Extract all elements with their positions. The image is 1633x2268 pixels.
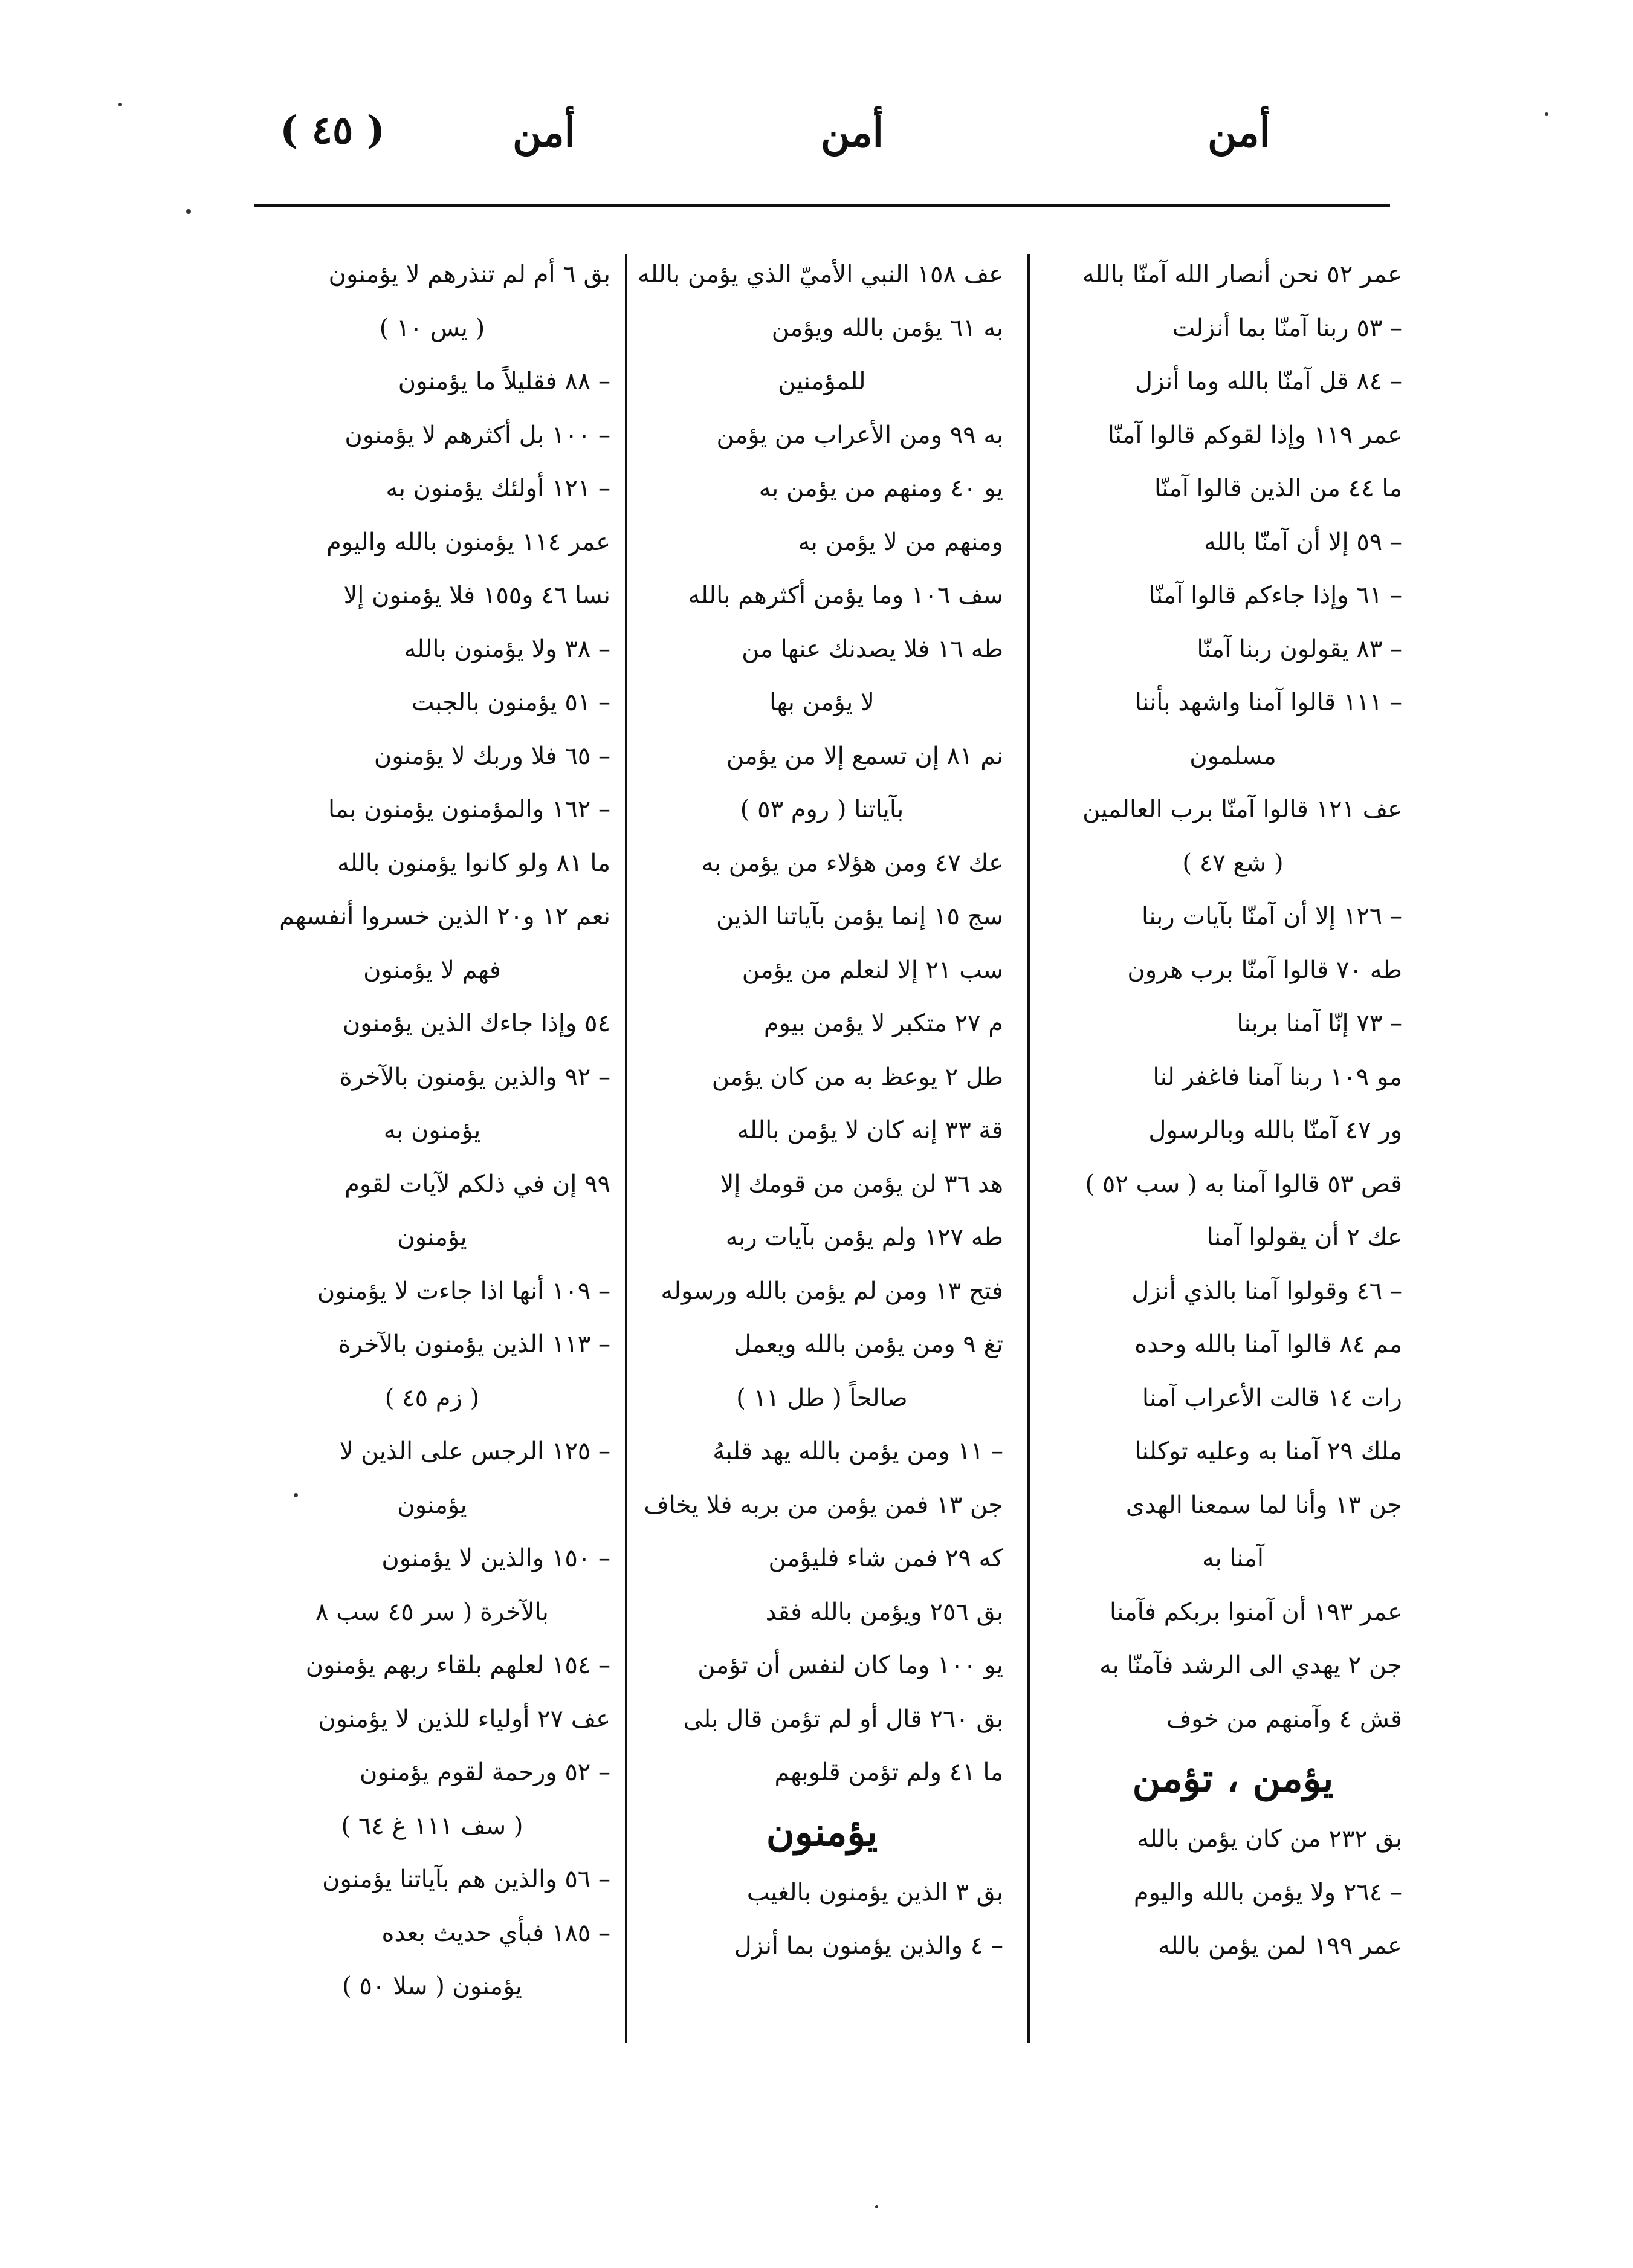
entry-line: – ١٦٢ والمؤمنون يؤمنون بما — [328, 795, 610, 823]
entry-line: عف ٢٧ أولياء للذين لا يؤمنون — [318, 1705, 610, 1733]
entry-line: – ١٥٤ لعلهم بلقاء ربهم يؤمنون — [305, 1651, 610, 1679]
entry-line: بق ٢٦٠ قال أو لم تؤمن قال بلى — [683, 1705, 1003, 1733]
entry-line: لا يؤمن بها — [769, 688, 875, 716]
entry-line: فهم لا يؤمنون — [363, 956, 501, 984]
entry-line: طل ٢ يوعظ به من كان يؤمن — [711, 1063, 1003, 1091]
entry-line: – ٢٦٤ ولا يؤمن بالله واليوم — [1133, 1878, 1402, 1907]
entry-line: – ١٢٦ إلا أن آمنّا بآيات ربنا — [1142, 902, 1402, 930]
entry-line: نسا ٤٦ و١٥٥ فلا يؤمنون إلا — [343, 582, 610, 609]
entry-line: ( يس ١٠ ) — [379, 314, 485, 342]
subheading: يؤمن ، تؤمن — [1132, 1756, 1334, 1801]
entry-line: مسلمون — [1189, 742, 1276, 770]
entry-line: عك ٢ أن يقولوا آمنا — [1206, 1223, 1402, 1251]
entry-line: يؤمنون — [397, 1491, 467, 1519]
entry-line: – ٤٦ وقولوا آمنا بالذي أنزل — [1131, 1277, 1402, 1305]
entry-line: فتح ١٣ ومن لم يؤمن بالله ورسوله — [661, 1277, 1003, 1305]
entry-line: يؤمنون ( سلا ٥٠ ) — [342, 1972, 522, 2000]
entry-line: – ١٨٥ فبأي حديث بعده — [381, 1919, 610, 1947]
entry-line: ما ٨١ ولو كانوا يؤمنون بالله — [337, 849, 610, 877]
entry-line: عمر ١١٩ وإذا لقوكم قالوا آمنّا — [1107, 421, 1402, 449]
entry-line: طه ١٦ فلا يصدنك عنها من — [742, 635, 1003, 663]
entry-line: عمر ١٩٩ لمن يؤمن بالله — [1157, 1932, 1402, 1960]
entry-line: صالحاً ( طل ١١ ) — [736, 1384, 908, 1412]
entry-line: كه ٢٩ فمن شاء فليؤمن — [768, 1544, 1003, 1572]
entry-line: – ٥٢ ورحمة لقوم يؤمنون — [360, 1758, 610, 1786]
entry-line: يو ٤٠ ومنهم من يؤمن به — [758, 475, 1003, 502]
entry-line: قص ٥٣ قالوا آمنا به ( سب ٥٢ ) — [1085, 1170, 1402, 1198]
entry-line: – ١١١ قالوا آمنا واشهد بأننا — [1134, 688, 1402, 716]
entry-line: هد ٣٦ لن يؤمن من قومك إلا — [720, 1170, 1003, 1198]
entry-line: – ١٢٥ الرجس على الذين لا — [339, 1437, 610, 1465]
entry-line: بق ٢٣٢ من كان يؤمن بالله — [1137, 1825, 1402, 1853]
entry-line: – ٦٥ فلا وربك لا يؤمنون — [373, 742, 610, 770]
entry-line: عمر ٥٢ نحن أنصار الله آمنّا بالله — [1082, 261, 1402, 288]
entry-line: – ٨٨ فقليلاً ما يؤمنون — [398, 368, 610, 395]
entry-line: – ٥٩ إلا أن آمنّا بالله — [1204, 528, 1402, 556]
entry-line: – ١٠٩ أنها اذا جاءت لا يؤمنون — [317, 1277, 610, 1305]
entry-line: ما ٤١ ولم تؤمن قلوبهم — [774, 1758, 1003, 1786]
entry-line: تغ ٩ ومن يؤمن بالله ويعمل — [734, 1330, 1003, 1358]
header-word-center: أمن — [821, 109, 884, 156]
entry-line: قش ٤ وآمنهم من خوف — [1166, 1705, 1402, 1733]
entry-line: – ٦١ وإذا جاءكم قالوا آمنّا — [1148, 582, 1402, 609]
entry-line: يو ١٠٠ وما كان لنفس أن تؤمن — [697, 1651, 1003, 1679]
entry-line: – ٥١ يؤمنون بالجبت — [411, 688, 610, 716]
entry-line: ٩٩ إن في ذلكم لآيات لقوم — [344, 1170, 610, 1198]
entry-line: بق ٣ الذين يؤمنون بالغيب — [746, 1878, 1003, 1907]
entry-line: نم ٨١ إن تسمع إلا من يؤمن — [726, 742, 1003, 770]
entry-line: سب ٢١ إلا لنعلم من يؤمن — [742, 956, 1003, 984]
entry-line: سج ١٥ إنما يؤمن بآياتنا الذين — [716, 902, 1003, 930]
entry-line: عك ٤٧ ومن هؤلاء من يؤمن به — [701, 849, 1003, 877]
entry-line: عمر ١١٤ يؤمنون بالله واليوم — [326, 528, 610, 556]
entry-line: عمر ١٩٣ أن آمنوا بربكم فآمنا — [1109, 1598, 1402, 1626]
column-middle — [638, 248, 1003, 1973]
entry-line: نعم ١٢ و٢٠ الذين خسروا أنفسهم — [279, 902, 610, 930]
entry-line: – ٤ والذين يؤمنون بما أنزل — [734, 1932, 1003, 1960]
entry-line: م ٢٧ متكبر لا يؤمن بيوم — [763, 1009, 1003, 1037]
entry-line: – ١١ ومن يؤمن بالله يهد قلبهُ — [713, 1437, 1003, 1465]
entry-line: ( سف ١١١ غ ٦٤ ) — [341, 1812, 523, 1840]
entry-line: ور ٤٧ آمنّا بالله وبالرسول — [1148, 1116, 1402, 1144]
entry-line: مم ٨٤ قالوا آمنا بالله وحده — [1134, 1330, 1402, 1358]
column-divider-right — [1027, 254, 1030, 2043]
entry-line: بآياتنا ( روم ٥٣ ) — [740, 795, 904, 823]
subheading: يؤمنون — [766, 1809, 878, 1855]
entry-line: – ١٢١ أولئك يؤمنون به — [386, 475, 610, 502]
header-word-right: أمن — [1208, 109, 1270, 156]
entry-line: بالآخرة ( سر ٤٥ سب ٨ — [315, 1598, 549, 1626]
column-right — [1064, 248, 1402, 1973]
entry-line: – ٩٢ والذين يؤمنون بالآخرة — [339, 1063, 610, 1091]
entry-line: جن ١٣ فمن يؤمن من بربه فلا يخاف — [644, 1491, 1003, 1519]
entry-line: – ١١٣ الذين يؤمنون بالآخرة — [338, 1330, 610, 1358]
entry-line: – ٧٣ إنّا آمنا بربنا — [1237, 1009, 1402, 1037]
column-left — [254, 248, 610, 2014]
entry-line: عف ١٢١ قالوا آمنّا برب العالمين — [1082, 795, 1402, 823]
entry-line: يؤمنون به — [383, 1116, 481, 1144]
header-word-left: أمن — [513, 109, 575, 156]
entry-line: للمؤمنين — [778, 368, 866, 395]
column-divider-left — [625, 254, 627, 2043]
entry-line: آمنا به — [1201, 1544, 1264, 1572]
entry-line: ( زم ٤٥ ) — [384, 1384, 480, 1412]
entry-line: به ٩٩ ومن الأعراب من يؤمن — [716, 421, 1003, 449]
entry-line: طه ٧٠ قالوا آمنّا برب هرون — [1127, 956, 1402, 984]
entry-line: ٥٤ وإذا جاءك الذين يؤمنون — [342, 1009, 610, 1037]
entry-line: – ٨٤ قل آمنّا بالله وما أنزل — [1135, 368, 1402, 395]
entry-line: ومنهم من لا يؤمن به — [798, 528, 1003, 556]
entry-line: طه ١٢٧ ولم يؤمن بآيات ربه — [725, 1223, 1003, 1251]
entry-line: به ٦١ يؤمن بالله ويؤمن — [771, 314, 1003, 342]
entry-line: – ٥٣ ربنا آمنّا بما أنزلت — [1172, 314, 1402, 342]
entry-line: – ١٠٠ بل أكثرهم لا يؤمنون — [344, 421, 610, 449]
entry-line: – ٨٣ يقولون ربنا آمنّا — [1197, 635, 1402, 663]
entry-line: جن ١٣ وأنا لما سمعنا الهدى — [1125, 1491, 1402, 1519]
entry-line: قة ٣٣ إنه كان لا يؤمن بالله — [737, 1116, 1003, 1144]
entry-line: مو ١٠٩ ربنا آمنا فاغفر لنا — [1153, 1063, 1402, 1091]
entry-line: ما ٤٤ من الذين قالوا آمنّا — [1154, 475, 1402, 502]
entry-line: – ٥٦ والذين هم بآياتنا يؤمنون — [322, 1865, 610, 1893]
entry-line: سف ١٠٦ وما يؤمن أكثرهم بالله — [688, 582, 1003, 609]
entry-line: ملك ٢٩ آمنا به وعليه توكلنا — [1134, 1437, 1402, 1465]
entry-line: رات ١٤ قالت الأعراب آمنا — [1142, 1384, 1402, 1412]
entry-line: – ٣٨ ولا يؤمنون بالله — [404, 635, 610, 663]
entry-line: بق ٦ أم لم تنذرهم لا يؤمنون — [328, 261, 610, 288]
entry-line: ( شع ٤٧ ) — [1182, 849, 1284, 877]
entry-line: – ١٥٠ والذين لا يؤمنون — [381, 1544, 610, 1572]
entry-line: جن ٢ يهدي الى الرشد فآمنّا به — [1099, 1651, 1402, 1679]
entry-line: عف ١٥٨ النبي الأميّ الذي يؤمن بالله — [638, 261, 1003, 288]
header-rule — [254, 204, 1390, 207]
entry-line: بق ٢٥٦ ويؤمن بالله فقد — [765, 1598, 1003, 1626]
entry-line: يؤمنون — [397, 1223, 467, 1251]
page-number: ( ٤٥ ) — [280, 108, 385, 153]
